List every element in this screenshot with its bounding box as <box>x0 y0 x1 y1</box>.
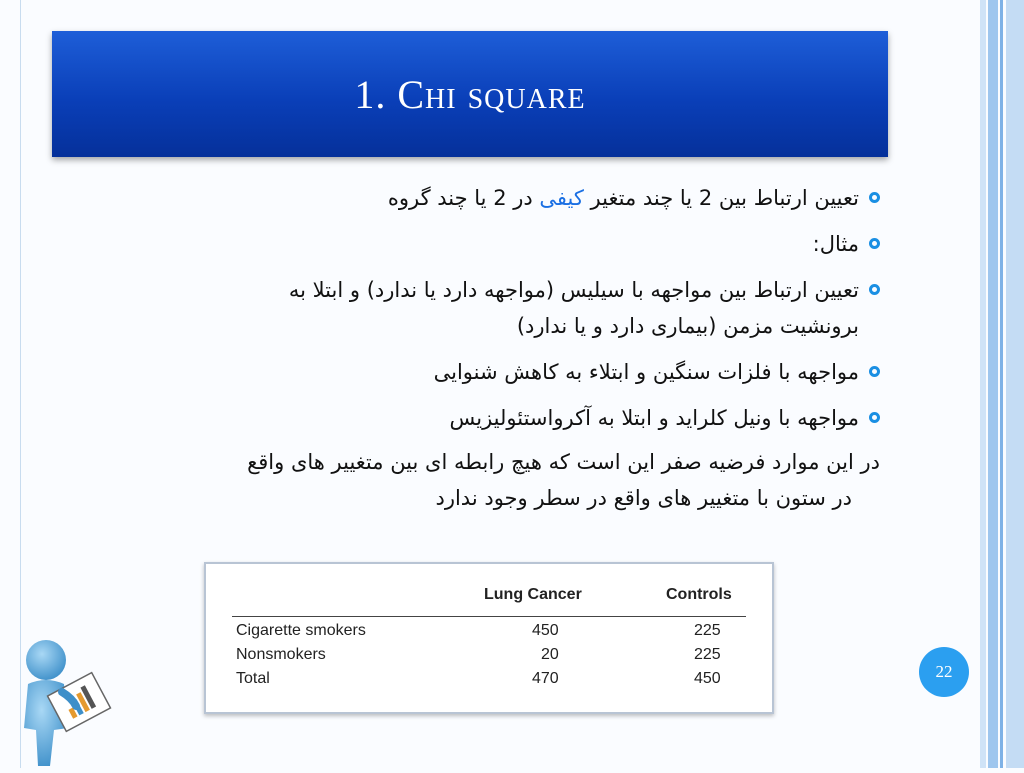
table-cell: Total <box>236 670 270 687</box>
explanation-paragraph <box>40 444 880 516</box>
bullet-item <box>40 272 880 344</box>
bullet-item <box>40 180 880 216</box>
bullet-item <box>40 400 880 436</box>
bullet-marker-icon <box>869 366 880 377</box>
bullet-item <box>40 226 880 262</box>
paragraph-line: در این موارد فرضیه صفر این است که هیچ رابطه ای بین متغییر های واقع <box>247 450 880 474</box>
contingency-table <box>204 562 774 714</box>
table-cell: 225 <box>694 622 721 639</box>
bullet-keyword: کیفی <box>539 186 584 210</box>
table-row <box>232 622 746 644</box>
bullet-text-part: تعیین ارتباط بین 2 یا چند متغیر <box>583 186 859 210</box>
bullet-marker-icon <box>869 412 880 423</box>
bullet-marker-icon <box>869 284 880 295</box>
page-number-badge <box>919 647 969 697</box>
title-banner <box>52 31 888 157</box>
table-cell: 450 <box>694 670 721 687</box>
table-cell: 20 <box>541 646 559 663</box>
table-cell: Nonsmokers <box>236 646 326 663</box>
bullet-marker-icon <box>869 238 880 249</box>
table-cell: 225 <box>694 646 721 663</box>
page-number: 22 <box>935 662 953 681</box>
slide-title: 1. Chi square <box>354 71 586 117</box>
table-header-controls: Controls <box>666 586 732 603</box>
table-cell: 450 <box>532 622 559 639</box>
person-with-chart-icon <box>10 632 120 768</box>
right-edge-decoration <box>980 0 1024 768</box>
paragraph-line: در ستون با متغییر های واقع در سطر وجود ندارد <box>435 486 852 510</box>
bullet-text <box>40 272 859 344</box>
bullet-list <box>40 180 880 516</box>
bullet-text: مواجهه با فلزات سنگین و ابتلاء به کاهش شنوایی <box>433 360 859 384</box>
bullet-text <box>40 180 859 216</box>
table-cell: 470 <box>532 670 559 687</box>
bullet-marker-icon <box>869 192 880 203</box>
bullet-text-line: تعیین ارتباط بین مواجهه با سیلیس (مواجهه دارد یا ندارد) و ابتلا به <box>288 278 859 302</box>
table-row <box>232 646 746 668</box>
bullet-item <box>40 354 880 390</box>
bullet-text: مثال: <box>812 232 859 256</box>
table-row <box>232 670 746 692</box>
bullet-text-line: برونشیت مزمن (بیماری دارد و یا ندارد) <box>516 314 859 338</box>
table-cell: Cigarette smokers <box>236 622 366 639</box>
table-header-divider <box>232 616 746 617</box>
bullet-text-part: در 2 یا چند گروه <box>387 186 540 210</box>
table-header-lung-cancer: Lung Cancer <box>484 586 582 603</box>
bullet-text: مواجهه با ونیل کلراید و ابتلا به آکرواستئولیزیس <box>449 406 859 430</box>
